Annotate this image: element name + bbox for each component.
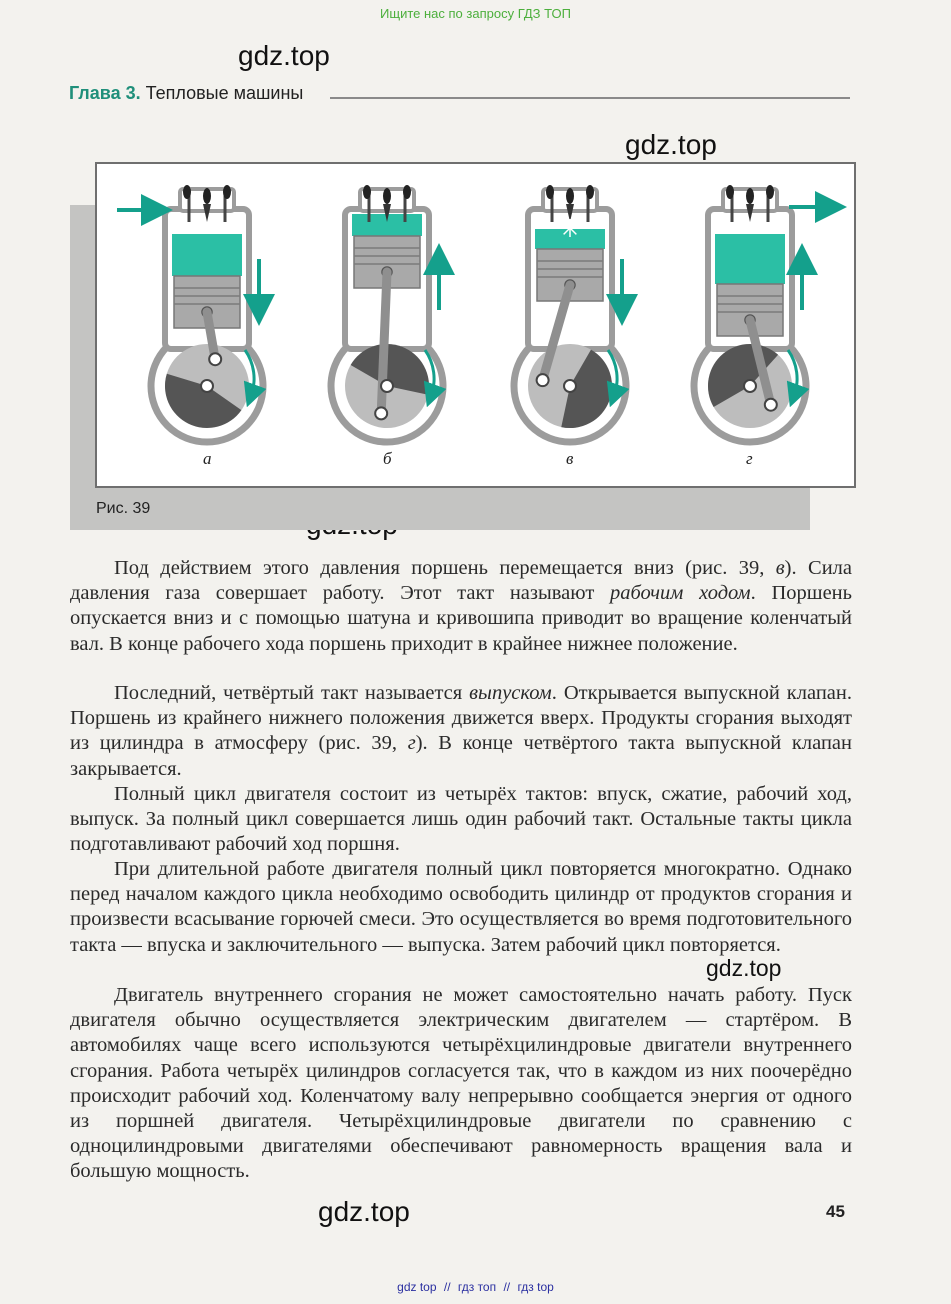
engine-stroke-1 (117, 185, 263, 468)
page-number: 45 (826, 1202, 845, 1221)
engine-stroke-2 (331, 185, 443, 468)
footer-link[interactable]: гдз top (517, 1280, 554, 1294)
gas-mixture (172, 234, 242, 276)
chapter-header (69, 83, 303, 104)
paragraph: Под действием этого давления поршень перемещается вниз (рис. 39, в). Сила давления газа совершает работу. Этот такт называют рабочим ходом. Поршень опускается вниз и с помощью шатуна и кривошипа приводит во вращение коленчатый вал. В конце рабочего хода поршень приходит в крайнее нижнее положение. (70, 557, 852, 655)
valve-cap (726, 185, 734, 199)
crankshaft-axis (744, 380, 756, 392)
crank-pin (537, 374, 549, 386)
spark-plug-top (566, 188, 574, 204)
engine-stroke-4 (694, 185, 831, 468)
figure-caption: Рис. 39 (96, 500, 151, 517)
figure-label: в (566, 449, 574, 468)
top-search-banner: Ищите нас по запросу ГДЗ ТОП (380, 6, 571, 21)
footer-link[interactable]: гдз топ (457, 1280, 497, 1294)
valve-cap (586, 185, 594, 199)
footer-separator: // (443, 1280, 451, 1294)
valve-cap (403, 185, 411, 199)
crank-pin (765, 399, 777, 411)
valve-cap (766, 185, 774, 199)
paragraph: При длительной работе двигателя полный цикл повторяется многократно. Однако перед началом каждого цикла необходимо освободить цилиндр от продуктов сгорания и произвести всасывание горючей смеси. Это осуществляется во время подготовительного такта — впуска и заключительного — выпуска. Затем рабочий цикл повторяется. (70, 858, 852, 956)
engine-strokes-figure (95, 162, 856, 488)
footer-link[interactable]: gdz top (397, 1280, 437, 1294)
crank-pin (375, 407, 387, 419)
valve-cap (223, 185, 231, 199)
watermark: gdz.top (625, 129, 717, 160)
chapter-title: Тепловые машины (145, 83, 304, 103)
valve-cap (363, 185, 371, 199)
engine-diagram-svg (97, 164, 854, 486)
watermark: gdz.top (318, 1196, 410, 1227)
spark-plug-top (746, 188, 754, 204)
gas-mixture (715, 234, 785, 284)
valve-cap (183, 185, 191, 199)
valve-cap (546, 185, 554, 199)
watermark: gdz.top (238, 40, 330, 71)
paragraph: Двигатель внутреннего сгорания не может самостоятельно начать работу. Пуск двигателя обычно осуществляется электрическим двигателем — стартёром. В автомобилях чаще всего используются четырёхцилиндровые двигатели внутреннего сгорания. Работа четырёх цилиндров согласуется так, что в каждом из них поочерёдно происходит рабочий ход. Коленчатому валу непрерывно сообщается энергия от одного из поршней двигателя. Четырёхцилиндровые двигатели по сравнению с одноцилиндровыми двигателями обеспечивают равномерность вращения вала и большую мощность. (70, 984, 852, 1183)
spark-plug-top (203, 188, 211, 204)
paragraph: Полный цикл двигателя состоит из четырёх тактов: впуск, сжатие, рабочий ход, выпуск. За полный цикл совершается лишь один рабочий такт. Остальные такты цикла подготавливают рабочий ход поршня. (70, 783, 852, 856)
crankshaft-axis (201, 380, 213, 392)
watermark: gdz.top (706, 955, 782, 981)
paragraph: Последний, четвёртый такт называется выпуском. Открывается выпускной клапан. Поршень из крайнего нижнего положения движется вверх. Продукты сгорания выходят из цилиндра в атмосферу (рис. 39, г). В конце четвёртого такта выпускной клапан закрывается. (70, 682, 852, 780)
crankshaft-axis (381, 380, 393, 392)
spark-plug-top (383, 188, 391, 204)
figure-label: г (746, 449, 753, 468)
engine-stroke-3 (514, 185, 626, 468)
chapter-rule (330, 97, 850, 99)
chapter-number: Глава 3. (69, 83, 141, 103)
footer-separator: // (503, 1280, 511, 1294)
footer-links (0, 1280, 951, 1294)
crank-pin (209, 353, 221, 365)
figure-label: а (203, 449, 212, 468)
figure-label: б (383, 449, 392, 468)
crankshaft-axis (564, 380, 576, 392)
